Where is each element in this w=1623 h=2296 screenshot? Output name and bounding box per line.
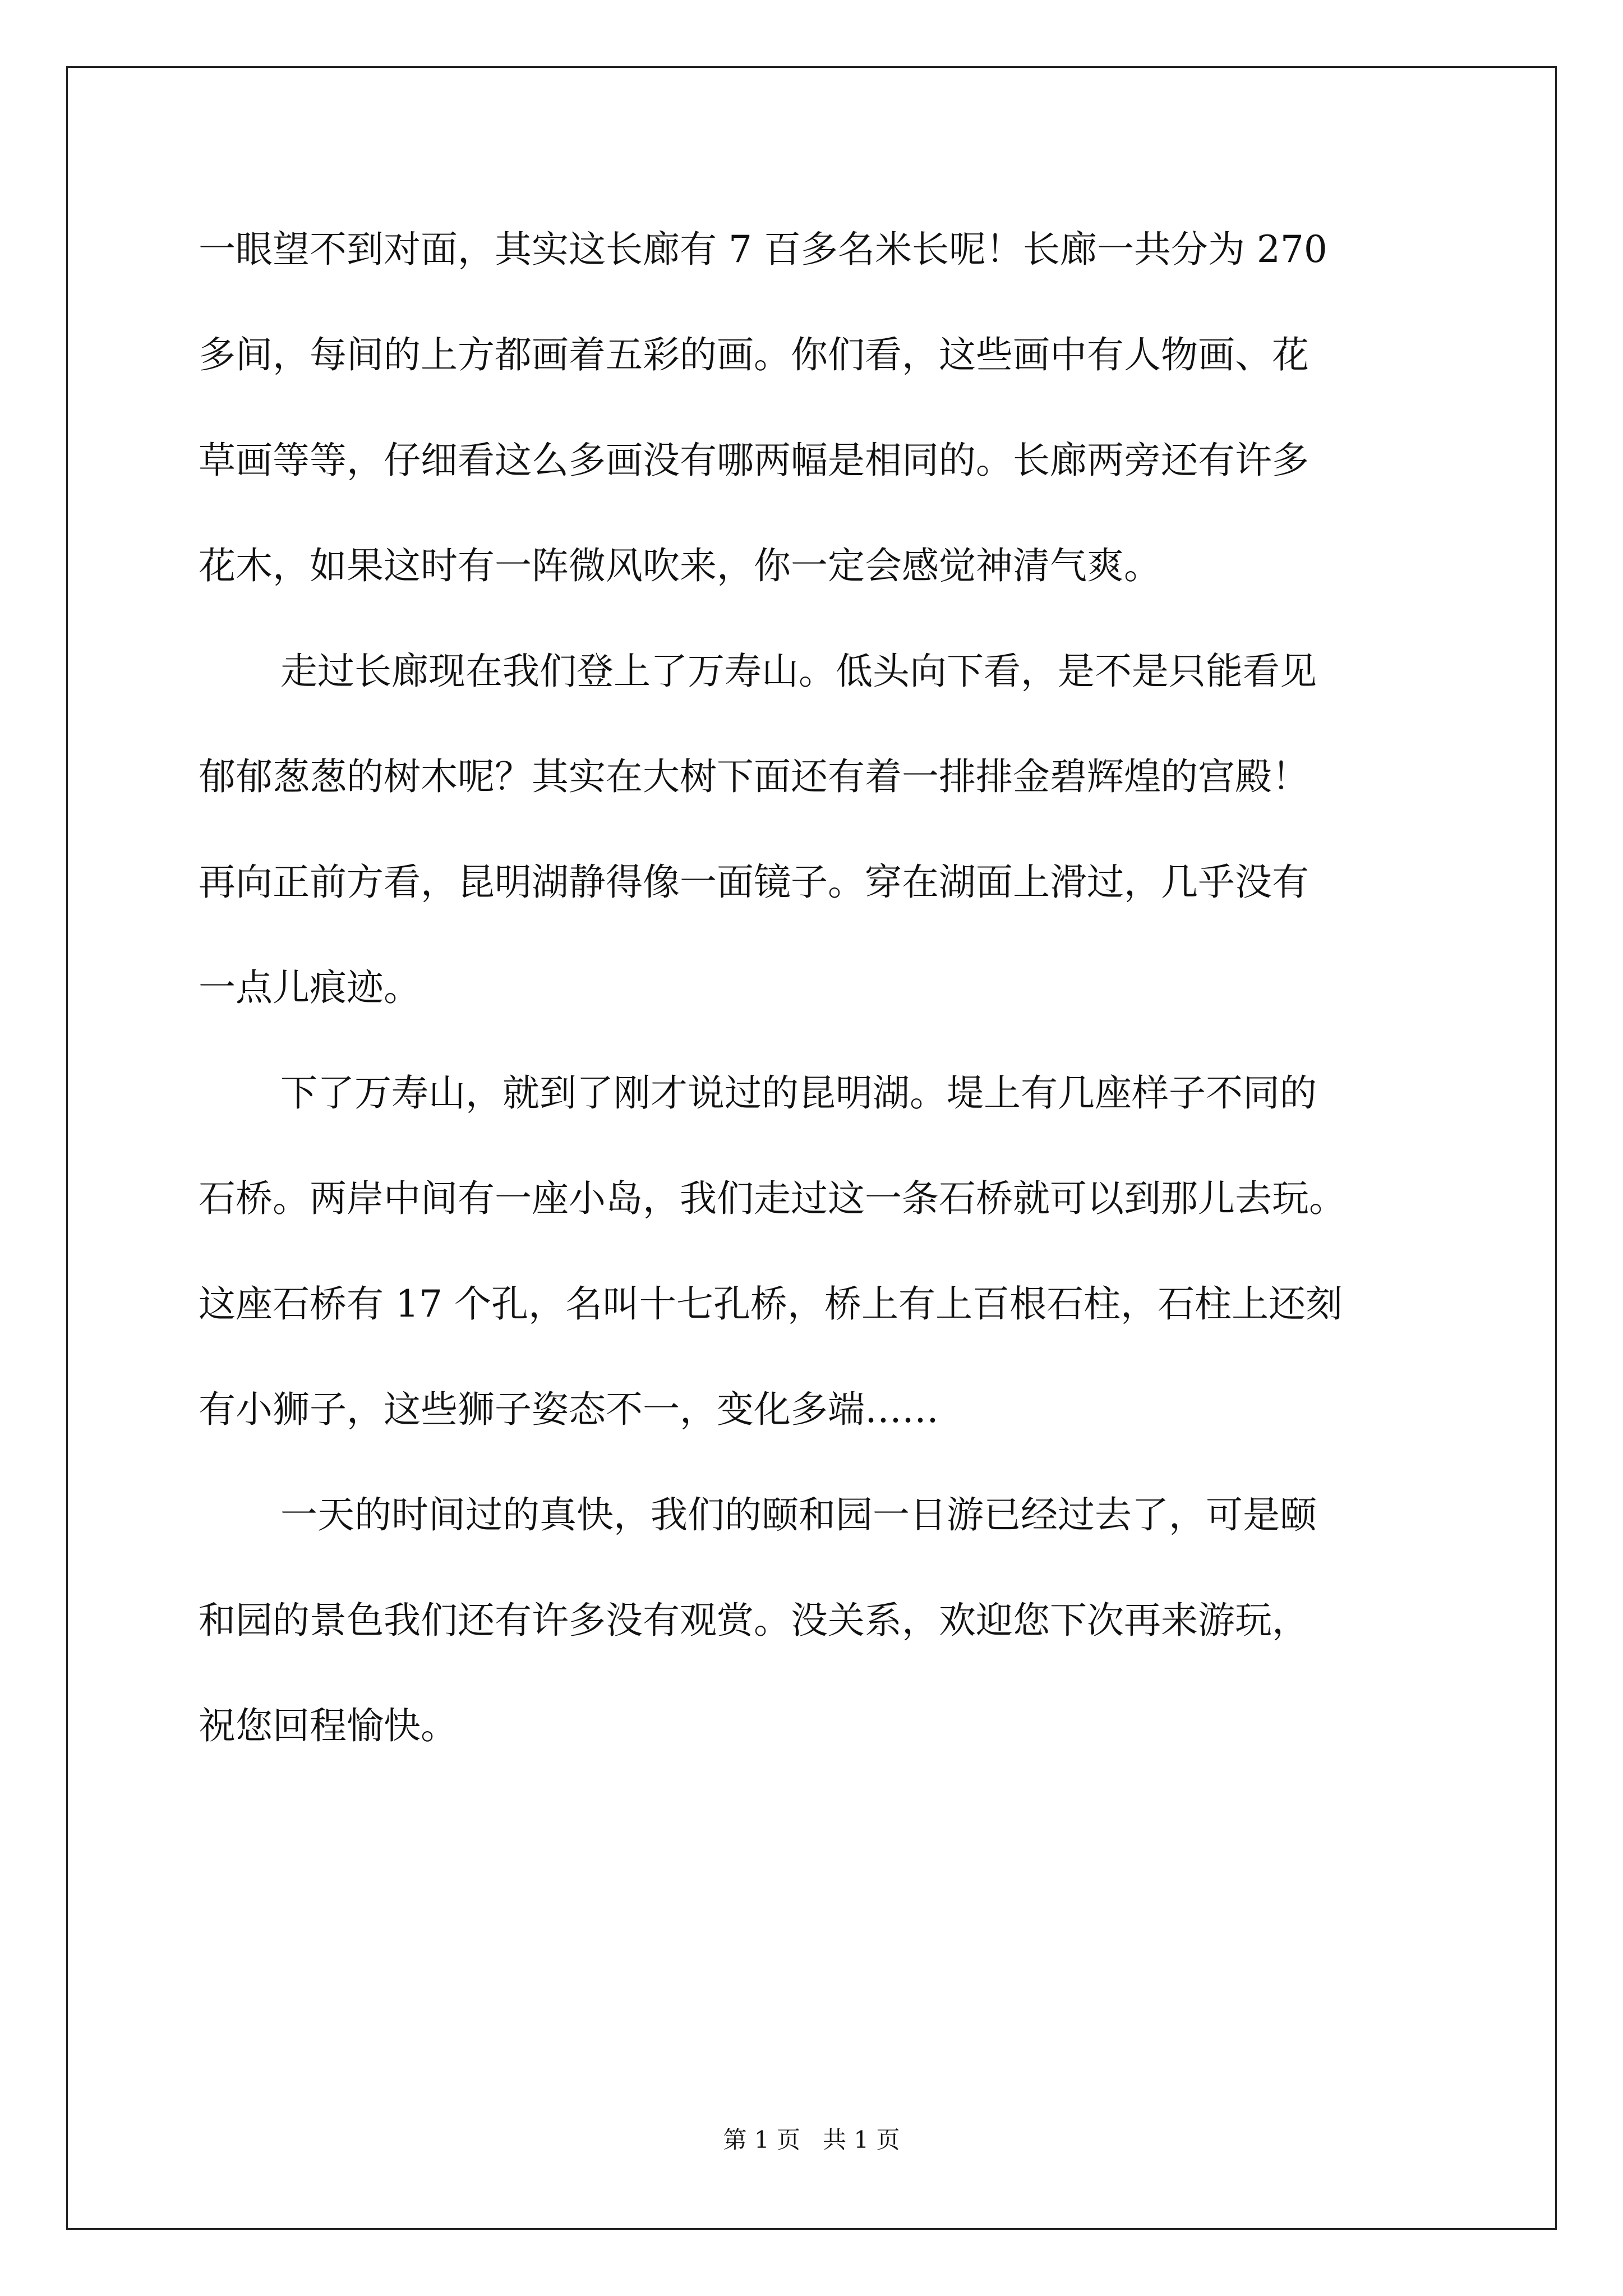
paragraph-3-line-4: 有小狮子，这些狮子姿态不一，变化多端…… [199, 1388, 939, 1431]
paragraph-4-line-1: 一天的时间过的真快，我们的颐和园一日游已经过去了，可是颐 [280, 1493, 1317, 1536]
paragraph-2-line-3: 再向正前方看，昆明湖静得像一面镜子。穿在湖面上滑过，几乎没有 [199, 861, 1309, 904]
paragraph-2-line-4: 一点儿痕迹。 [199, 966, 421, 1009]
paragraph-2-line-2: 郁郁葱葱的树木呢？其实在大树下面还有着一排排金碧辉煌的宫殿！ [199, 755, 1309, 798]
page-border [66, 66, 1557, 2230]
paragraph-4-line-3: 祝您回程愉快。 [199, 1704, 458, 1747]
paragraph-3-line-2: 石桥。两岸中间有一座小岛，我们走过这一条石桥就可以到那儿去玩。 [199, 1177, 1346, 1220]
paragraph-1-line-1: 一眼望不到对面，其实这长廊有 7 百多名米长呢！长廊一共分为 270 [199, 228, 1327, 271]
paragraph-3-line-3: 这座石桥有 17 个孔，名叫十七孔桥，桥上有上百根石柱，石柱上还刻 [199, 1282, 1343, 1326]
paragraph-3-line-1: 下了万寿山，就到了刚才说过的昆明湖。堤上有几座样子不同的 [280, 1071, 1317, 1115]
paragraph-4-line-2: 和园的景色我们还有许多没有观赏。没关系，欢迎您下次再来游玩， [199, 1599, 1309, 1642]
paragraph-2-line-1: 走过长廊现在我们登上了万寿山。低头向下看，是不是只能看见 [280, 650, 1317, 693]
paragraph-1-line-4: 花木，如果这时有一阵微风吹来，你一定会感觉神清气爽。 [199, 544, 1161, 587]
page-number-footer: 第 1 页 共 1 页 [723, 2126, 900, 2154]
paragraph-1-line-2: 多间，每间的上方都画着五彩的画。你们看，这些画中有人物画、花 [199, 333, 1309, 376]
paragraph-1-line-3: 草画等等，仔细看这么多画没有哪两幅是相同的。长廊两旁还有许多 [199, 439, 1309, 482]
